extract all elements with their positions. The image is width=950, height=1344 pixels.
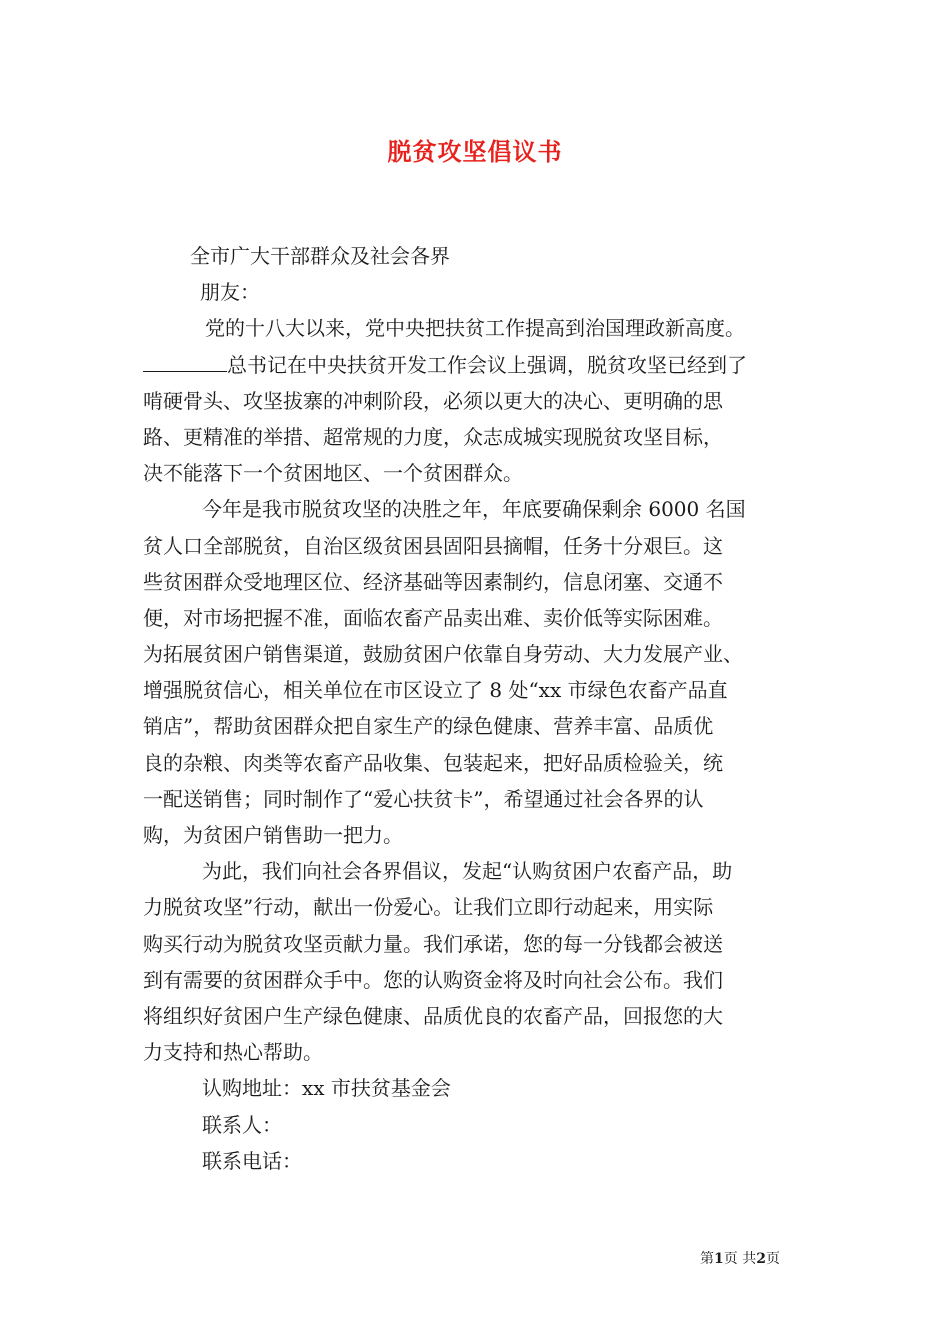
document-title: 脱贫攻坚倡议书 [387, 137, 563, 166]
current-page: 1 [714, 1251, 724, 1267]
paragraph-2-line: 一配送销售；同时制作了“爱心扶贫卡”，希望通过社会各界的认 [143, 786, 704, 811]
page-prefix: 第 [700, 1251, 714, 1267]
paragraph-3-line: 将组织好贫困户生产绿色健康、品质优良的农畜产品，回报您的大 [143, 1003, 723, 1028]
name-blank [143, 349, 227, 372]
paragraph-2-line: 增强脱贫信心，相关单位在市区设立了 8 处“xx 市绿色农畜产品直 [143, 678, 728, 703]
total-pages: 2 [756, 1251, 766, 1267]
paragraph-3-line: 力脱贫攻坚”行动，献出一份爱心。让我们立即行动起来，用实际 [143, 895, 714, 920]
contact-person: 联系人： [202, 1112, 282, 1137]
paragraph-1-line-text: 总书记在中央扶贫开发工作会议上强调，脱贫攻坚已经到了 [227, 352, 747, 377]
subscription-address: 认购地址：xx 市扶贫基金会 [202, 1076, 451, 1101]
page-middle: 页 共 [723, 1251, 757, 1267]
paragraph-1-line: 党的十八大以来，党中央把扶贫工作提高到治国理政新高度。 [205, 316, 745, 341]
paragraph-1-line: 决不能落下一个贫困地区、一个贫困群众。 [143, 461, 523, 486]
paragraph-3-line: 力支持和热心帮助。 [143, 1040, 323, 1065]
paragraph-1-line: 啃硬骨头、攻坚拔寨的冲刺阶段，必须以更大的决心、更明确的思 [143, 388, 723, 413]
paragraph-2-line: 销店”，帮助贫困群众把自家生产的绿色健康、营养丰富、品质优 [143, 714, 714, 739]
paragraph-2-line: 为拓展贫困户销售渠道，鼓励贫困户依靠自身劳动、大力发展产业、 [143, 642, 743, 667]
document-body [143, 238, 823, 1179]
paragraph-1-line: 路、更精准的举措、超常规的力度，众志成城实现脱贫攻坚目标， [143, 424, 723, 449]
contact-phone: 联系电话： [202, 1148, 302, 1173]
paragraph-1-line [143, 347, 823, 383]
page-number [700, 1248, 820, 1268]
paragraph-2-line: 购，为贫困户销售助一把力。 [143, 823, 403, 847]
salutation-line-2: 朋友： [200, 280, 260, 305]
paragraph-2-line: 今年是我市脱贫攻坚的决胜之年，年底要确保剩余 6000 名国 [202, 497, 746, 522]
paragraph-2-line: 贫人口全部脱贫，自治区级贫困县固阳县摘帽，任务十分艰巨。这 [143, 533, 723, 558]
paragraph-3-line: 到有需要的贫困群众手中。您的认购资金将及时向社会公布。我们 [143, 967, 723, 992]
paragraph-3-line: 为此，我们向社会各界倡议，发起“认购贫困户农畜产品，助 [202, 859, 733, 884]
paragraph-2-line: 良的杂粮、肉类等农畜产品收集、包装起来，把好品质检验关，统 [143, 750, 723, 775]
paragraph-3-line: 购买行动为脱贫攻坚贡献力量。我们承诺，您的每一分钱都会被送 [143, 931, 723, 956]
paragraph-2-line: 些贫困群众受地理区位、经济基础等因素制约，信息闭塞、交通不 [143, 569, 723, 594]
paragraph-2-line: 便，对市场把握不准，面临农畜产品卖出难、卖价低等实际困难。 [143, 605, 723, 630]
page-suffix: 页 [765, 1251, 780, 1267]
salutation-line-1: 全市广大干部群众及社会各界 [190, 244, 450, 268]
